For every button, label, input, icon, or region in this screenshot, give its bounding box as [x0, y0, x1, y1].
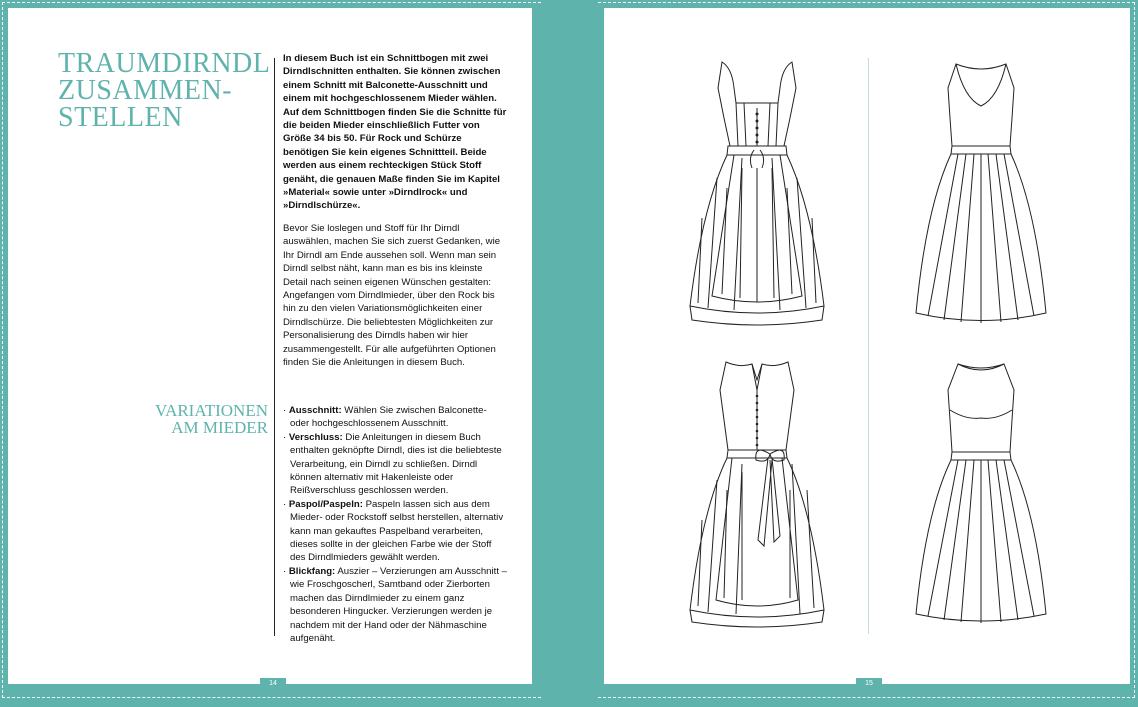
body-text: Bevor Sie loslegen und Stoff für Ihr Dirndl auswählen, machen Sie sich zuerst Gedanken, wie Ihr Dirndl am Ende aussehen soll. Wenn man sein Dirndl selbst näht, kann man es bis ins kleinste Detail nach seinen eigenen Wünschen gestalten: Angefangen vom Dirndlmieder, über den Rock bis hin zu den vielen Variationsmöglichkeiten einer Dirndlschürze. Die beliebtesten Möglichkeiten zur Personalisierung des Dirndls haben wir hier zusammengestellt. Für alle aufgeführten Optionen finden Sie die Anleitungen in diesem Buch. [283, 223, 501, 369]
page-number-left: 14 [260, 678, 286, 690]
intro-text: In diesem Buch ist ein Schnittbogen mit zwei Dirndlschnitten enthalten. Sie können zwischen einem Schnitt mit Balconette-Ausschnitt und einem mit hochgeschlossenem Mieder wählen. Auf dem Schnittbogen finden Sie die Schnitte für die beiden Mieder einschließlich Futter von Größe 34 bis 50. Für Rock und Schürze benötigen Sie kein eigenes Schnittteil. Beide werden aus einem rechteckigen Stück Stoff genäht, die genauen Maße finden Sie im Kapitel »Material« sowie unter »Dirndlrock« und »Dirndlschürze«. [283, 53, 507, 212]
section-heading-line: AM MIEDER [171, 418, 268, 437]
option-text: Paspeln lassen sich aus dem Mieder- oder Rockstoff selbst herstellen, alternativ kann man gekauftes Paspelband verarbeiten, dieses sollte in der gleichen Farbe wie der Stoff des Dirndlmieders gewählt werden. [290, 498, 504, 564]
dress-illustration-high-neck [906, 58, 1056, 330]
option-label: Verschluss: [288, 431, 343, 443]
intro-paragraph [283, 52, 508, 213]
body-paragraph [283, 222, 508, 369]
column-divider [274, 58, 275, 636]
list-item: · Paspol/Paspeln: Paspeln lassen sich aus dem Mieder- oder Rockstoff selbst herstellen, alternativ kann man gekauftes Paspelband verarbeiten, dieses sollte in der gleichen Farbe wie der Stoff des Dirndlmieders gewählt werden. [283, 498, 504, 564]
illustration-divider [868, 58, 869, 634]
option-text: Wählen Sie zwischen Balconette- oder hochgeschlossenem Ausschnitt. [290, 405, 487, 430]
title-line: ZUSAMMEN- [58, 75, 233, 106]
dress-illustration-collar-apron-bow [682, 360, 832, 632]
list-item: · Verschluss: Die Anleitungen in diesem Buch enthalten geknöpfte Dirndl, dies ist die beliebteste Verarbeitung, ein Dirndl zu schließen. Dirndl können alternativ mit Hakenleiste oder Reißverschluss geschlossen werden. [283, 431, 502, 497]
list-item: · Blickfang: Auszier – Verzierungen am Ausschnitt – wie Froschgoscherl, Samtband oder Zierborten machen das Dirndlmieder zu einem ganz besonderen Hingucker. Verzierungen werden je nachdem mit der Hand oder der Nähmaschine aufgenäht. [283, 565, 507, 644]
options-list [283, 404, 508, 645]
title-line: TRAUMDIRNDL [58, 48, 271, 79]
option-label: Ausschnitt: [288, 405, 342, 416]
title-line: STELLEN [58, 102, 183, 133]
page-number-right: 15 [856, 678, 882, 690]
dress-illustration-balconette-apron [682, 58, 832, 330]
option-label: Blickfang: [288, 565, 336, 577]
option-text: Die Anleitungen in diesem Buch enthalten geknöpfte Dirndl, dies ist die beliebteste Verarbeitung, ein Dirndl zu schließen. Dirndl können alternativ mit Hakenleiste oder Reißverschluss geschlossen werden. [290, 431, 502, 497]
list-item: · Ausschnitt: Wählen Sie zwischen Balconette- oder hochgeschlossenem Ausschnitt. [283, 405, 487, 430]
option-text: Auszier – Verzierungen am Ausschnitt – wie Froschgoscherl, Samtband oder Zierborten machen das Dirndlmieder zu einem ganz besonderen Hingucker. Verzierungen werden je nachdem mit der Hand oder der Nähmaschine aufgenäht. [290, 565, 507, 644]
section-heading-line: VARIATIONEN [154, 401, 268, 420]
option-label: Paspol/Paspeln: [288, 498, 363, 510]
section-heading [120, 402, 268, 436]
dress-illustration-high-neck-back [906, 360, 1056, 632]
page-title [58, 48, 271, 133]
